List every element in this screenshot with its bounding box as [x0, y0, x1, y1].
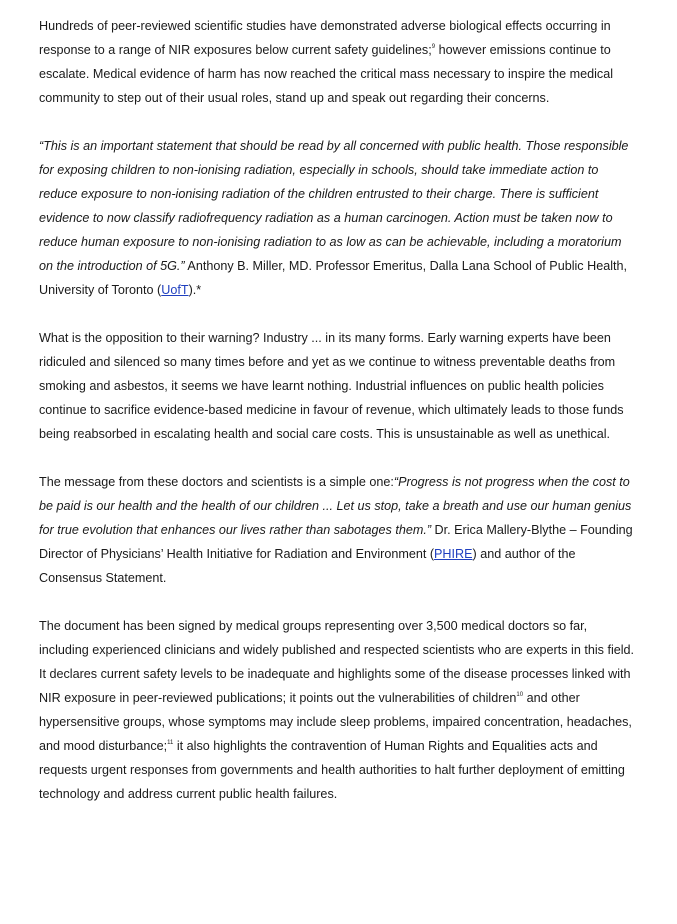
paragraph-text: What is the opposition to their warning? Industry ... in its many forms. Early warning experts have been ridiculed and silenced so many times before and yet as we continue to witness preventable deaths from smoking and asbestos, it seems we have learnt nothing. Industrial influences on public health policies continue to sacrifice evidence-based medicine in favour of revenue, which ultimately leads to those funds being reabsorbed in escalating health and social care costs. This is unsustainable as well as unethical. [39, 331, 624, 441]
footnote-marker[interactable]: 11 [167, 740, 174, 746]
phire-link[interactable]: PHIRE [434, 547, 473, 561]
quote-attribution: Dr. Erica Mallery-Blythe – Founding Director of Physicians’ Health Initiative for Radiation and Environment ( [39, 523, 633, 561]
footnote-marker[interactable]: 10 [516, 692, 524, 698]
paragraph-text: it also highlights the contravention of Human Rights and Equalities acts and requests urgent responses from governments and health authorities to halt further deployment of emitting technology and address current public health failures. [39, 739, 625, 801]
footnote-marker[interactable]: 9 [431, 44, 436, 50]
paragraph-text: however emissions continue to escalate. Medical evidence of harm has now reached the critical mass necessary to inspire the medical community to step out of their usual roles, stand up and speak out regarding their concerns. [39, 43, 613, 105]
paragraph-opposition [39, 326, 635, 446]
document-page [39, 14, 635, 830]
paragraph-message [39, 470, 635, 590]
paragraph-document-signed [39, 614, 635, 806]
quote-text: “This is an important statement that should be read by all concerned with public health. Those responsible for exposing children to non-ionising radiation, especially in schools, should take immediate action to reduce exposure to non-ionising radiation of the children entrusted to their charge. There is sufficient evidence to now classify radiofrequency radiation as a human carcinogen. Action must be taken now to reduce human exposure to non-ionising radiation to as low as can be achievable, including a moratorium on the introduction of 5G.” [39, 139, 629, 273]
quote-attribution-end: ) and author of the Consensus Statement. [39, 547, 576, 585]
paragraph-miller-quote [39, 134, 635, 302]
paragraph-studies [39, 14, 635, 110]
uoft-link[interactable]: UofT [161, 283, 189, 297]
paragraph-text: The document has been signed by medical groups representing over 3,500 medical doctors so far, including experienced clinicians and widely published and respected scientists who are experts in this field. It declares current safety levels to be inadequate and highlights some of the disease processes linked with NIR exposure in peer-reviewed publications; it points out the vulnerabilities of children [39, 619, 635, 705]
quote-text: “Progress is not progress when the cost to be paid is our health and the health of our children ... Let us stop, take a breath and use our human genius for true evolution that enhances our lives rather than sabotages them.” [39, 475, 632, 537]
quote-attribution: Anthony B. Miller, MD. Professor Emeritus, Dalla Lana School of Public Health, University of Toronto ( [39, 259, 628, 297]
paragraph-text: Hundreds of peer-reviewed scientific studies have demonstrated adverse biological effects occurring in response to a range of NIR exposures below current safety guidelines; [39, 19, 611, 57]
quote-attribution-end: ).* [188, 283, 202, 297]
paragraph-intro: The message from these doctors and scientists is a simple one: [39, 475, 394, 489]
paragraph-text: and other hypersensitive groups, whose symptoms may include sleep problems, impaired concentration, headaches, and mood disturbance; [39, 691, 632, 753]
